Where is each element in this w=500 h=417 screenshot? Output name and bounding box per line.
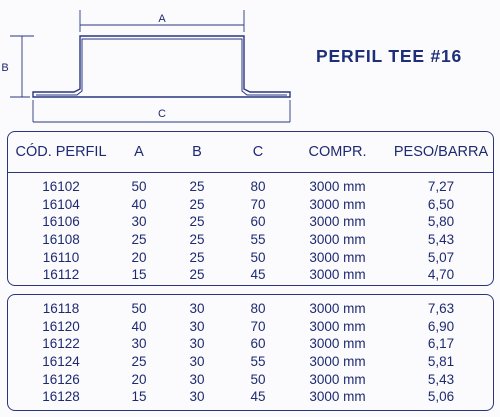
cell-a: 15 xyxy=(131,267,147,283)
cell-b: 30 xyxy=(189,301,205,317)
cell-a: 30 xyxy=(131,214,147,230)
dim-b-label: B xyxy=(1,62,9,74)
cell-c: 45 xyxy=(250,389,266,405)
cell-code: 16118 xyxy=(42,301,80,317)
cell-weight: 7,63 xyxy=(427,301,455,317)
cell-c: 60 xyxy=(250,336,266,352)
cell-length: 3000 mm xyxy=(309,318,366,334)
cell-c: 45 xyxy=(250,267,266,283)
table-body xyxy=(8,295,493,406)
cell-b: 25 xyxy=(189,214,205,230)
cell-weight: 4,70 xyxy=(427,267,455,283)
table-row xyxy=(8,231,493,249)
cell-weight: 6,50 xyxy=(427,196,455,212)
header-length: COMPR. xyxy=(308,144,367,160)
table-row xyxy=(8,213,493,231)
cell-weight: 5,81 xyxy=(427,354,455,370)
cell-length: 3000 mm xyxy=(309,232,366,248)
page-title: PERFIL TEE #16 xyxy=(316,46,463,66)
header-b: B xyxy=(192,144,202,160)
cell-code: 16122 xyxy=(42,336,80,352)
cell-length: 3000 mm xyxy=(309,336,366,352)
table-row xyxy=(8,196,493,214)
cell-a: 50 xyxy=(131,179,147,195)
cell-code: 16128 xyxy=(42,389,80,405)
cell-length: 3000 mm xyxy=(309,301,366,317)
cell-length: 3000 mm xyxy=(309,249,366,265)
cell-b: 25 xyxy=(189,249,205,265)
cell-length: 3000 mm xyxy=(309,267,366,283)
table-row xyxy=(8,248,493,266)
cell-code: 16106 xyxy=(42,214,80,230)
cell-code: 16102 xyxy=(42,179,80,195)
cell-code: 16104 xyxy=(42,196,80,212)
table-row xyxy=(8,266,493,284)
table-row xyxy=(8,335,493,353)
cell-code: 16110 xyxy=(42,249,80,265)
table-row xyxy=(8,388,493,406)
tee-profile-diagram xyxy=(0,0,310,125)
cell-a: 50 xyxy=(131,301,147,317)
table-row xyxy=(8,353,493,371)
cell-weight: 6,90 xyxy=(427,318,455,334)
cell-code: 16124 xyxy=(42,354,80,370)
cell-weight: 6,17 xyxy=(427,336,455,352)
cell-b: 25 xyxy=(189,232,205,248)
table-row xyxy=(8,300,493,318)
cell-length: 3000 mm xyxy=(309,179,366,195)
profile-outline xyxy=(33,36,290,97)
cell-code: 16120 xyxy=(42,318,80,334)
cell-length: 3000 mm xyxy=(309,214,366,230)
cell-a: 20 xyxy=(131,249,147,265)
cell-weight: 5,43 xyxy=(427,371,455,387)
header-a: A xyxy=(134,144,144,160)
cell-weight: 7,27 xyxy=(427,179,455,195)
cell-length: 3000 mm xyxy=(309,196,366,212)
table-header xyxy=(8,132,493,173)
cell-b: 25 xyxy=(189,179,205,195)
table-row xyxy=(8,178,493,196)
profile-inner-line xyxy=(36,39,287,95)
cell-a: 40 xyxy=(131,196,147,212)
cell-a: 25 xyxy=(131,232,147,248)
cell-length: 3000 mm xyxy=(309,389,366,405)
cell-a: 20 xyxy=(131,371,147,387)
cell-c: 80 xyxy=(250,301,266,317)
cell-a: 40 xyxy=(131,318,147,334)
table-body xyxy=(8,173,493,284)
cell-b: 30 xyxy=(189,336,205,352)
cell-code: 16108 xyxy=(42,232,80,248)
cell-length: 3000 mm xyxy=(309,371,366,387)
table-row xyxy=(8,370,493,388)
cell-weight: 5,80 xyxy=(427,214,455,230)
cell-c: 60 xyxy=(250,214,266,230)
dim-c-label: C xyxy=(158,108,166,120)
dim-a-label: A xyxy=(158,13,166,25)
cell-b: 30 xyxy=(189,354,205,370)
cell-weight: 5,43 xyxy=(427,232,455,248)
cell-a: 25 xyxy=(131,354,147,370)
cell-weight: 5,06 xyxy=(427,389,455,405)
cell-c: 55 xyxy=(250,354,266,370)
cell-b: 30 xyxy=(189,318,205,334)
header-weight: PESO/BARRA xyxy=(393,144,489,160)
cell-a: 30 xyxy=(131,336,147,352)
cell-c: 70 xyxy=(250,196,266,212)
cell-c: 80 xyxy=(250,179,266,195)
cell-c: 70 xyxy=(250,318,266,334)
cell-c: 55 xyxy=(250,232,266,248)
cell-b: 25 xyxy=(189,196,205,212)
cell-b: 30 xyxy=(189,389,205,405)
profile-table-group-2 xyxy=(7,294,494,411)
cell-code: 16126 xyxy=(42,371,80,387)
cell-a: 15 xyxy=(131,389,147,405)
cell-c: 50 xyxy=(250,249,266,265)
cell-b: 25 xyxy=(189,267,205,283)
cell-code: 16112 xyxy=(42,267,80,283)
cell-length: 3000 mm xyxy=(309,354,366,370)
cell-weight: 5,07 xyxy=(427,249,455,265)
profile-table-group-1 xyxy=(7,131,494,286)
cell-b: 30 xyxy=(189,371,205,387)
cell-c: 50 xyxy=(250,371,266,387)
header-code: CÓD. PERFIL xyxy=(15,144,107,160)
header-c: C xyxy=(252,144,264,160)
table-row xyxy=(8,318,493,336)
